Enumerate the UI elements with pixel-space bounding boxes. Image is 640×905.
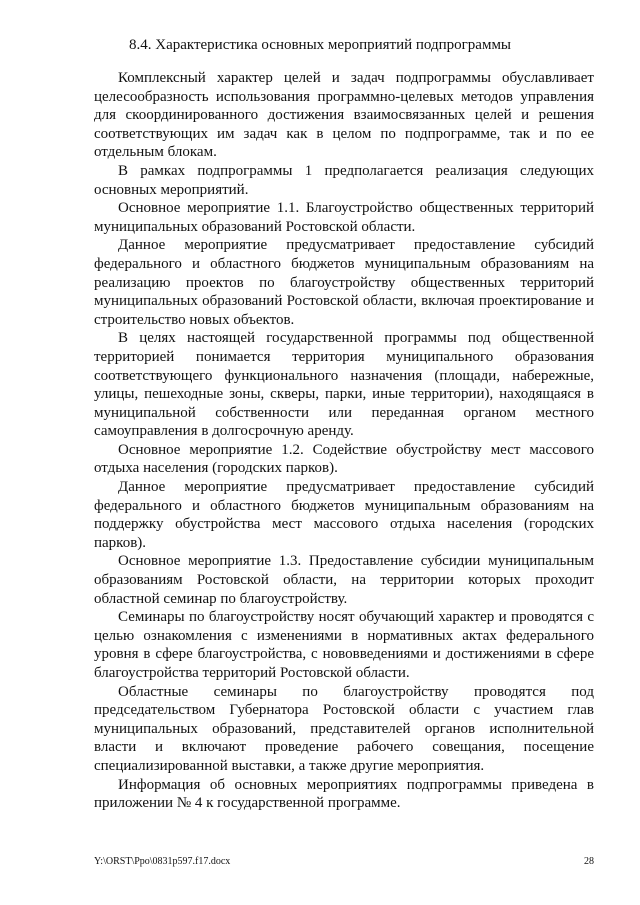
paragraph-measure-1-3: Основное мероприятие 1.3. Предоставление субсидии муниципальным образованиям Ростовской области, на территории которых проходит областной семинар по благоустройству. [94,553,594,607]
document-body [94,69,594,813]
paragraph-public-territory-definition: В целях настоящей государственной программы под общественной территорией понимается территория муниципального образования соответствующего функционального назначения (площади, набережные, улицы, пешеходные зоны, скверы, парки, иные территории), находящаяся в муниципальной собственности или переданная органом местного самоуправления в долгосрочную аренду. [94,330,594,440]
paragraph-measure-1-1: Основное мероприятие 1.1. Благоустройство общественных территорий муниципальных образований Ростовской области. [94,200,594,235]
section-title: 8.4. Характеристика основных мероприятий подпрограммы [128,37,512,53]
footer-page-number: 28 [584,856,594,867]
paragraph-measure-1-2-details: Данное мероприятие предусматривает предоставление субсидий федерального и областного бюджетов муниципальным образованиям на поддержку обустройства мест массового отдыха населения (городских парков). [94,479,594,551]
paragraph-seminars-purpose: Семинары по благоустройству носят обучающий характер и проводятся с целью ознакомления с изменениями в нормативных актах федерального уровня в сфере благоустройства, с нововведениями и достижениями в сфере благоустройства территорий Ростовской области. [94,609,594,681]
paragraph-subprogram-scope: В рамках подпрограммы 1 предполагается реализация следующих основных мероприятий. [94,162,594,198]
paragraph-intro: Комплексный характер целей и задач подпрограммы обуславливает целесообразность использования программно-целевых методов управления для скоординированного достижения взаимосвязанных целей и решения соответствующих им задач как в целом по подпрограмме, так и по ее отдельным блокам. [94,70,594,161]
paragraph-regional-seminars: Областные семинары по благоустройству проводятся под председательством Губернатора Ростовской области с участием глав муниципальных образований, представителей органов исполнительной власти и включают проведение рабочего совещания, посещение специализированной выставки, а также другие мероприятия. [94,683,594,774]
paragraph-measure-1-2: Основное мероприятие 1.2. Содействие обустройству мест массового отдыха населения (городских парков). [94,441,594,477]
footer-file-path: Y:\ORST\Ppo\0831p597.f17.docx [94,856,231,867]
paragraph-measure-1-1-details: Данное мероприятие предусматривает предоставление субсидий федерального и областного бюджетов муниципальным образованиям на реализацию проектов по благоустройству общественных территорий муниципальных образований Ростовской области, включая проектирование и строительство новых объектов. [94,237,594,328]
paragraph-appendix-reference: Информация об основных мероприятиях подпрограммы приведена в приложении № 4 к государственной программе. [94,776,594,812]
